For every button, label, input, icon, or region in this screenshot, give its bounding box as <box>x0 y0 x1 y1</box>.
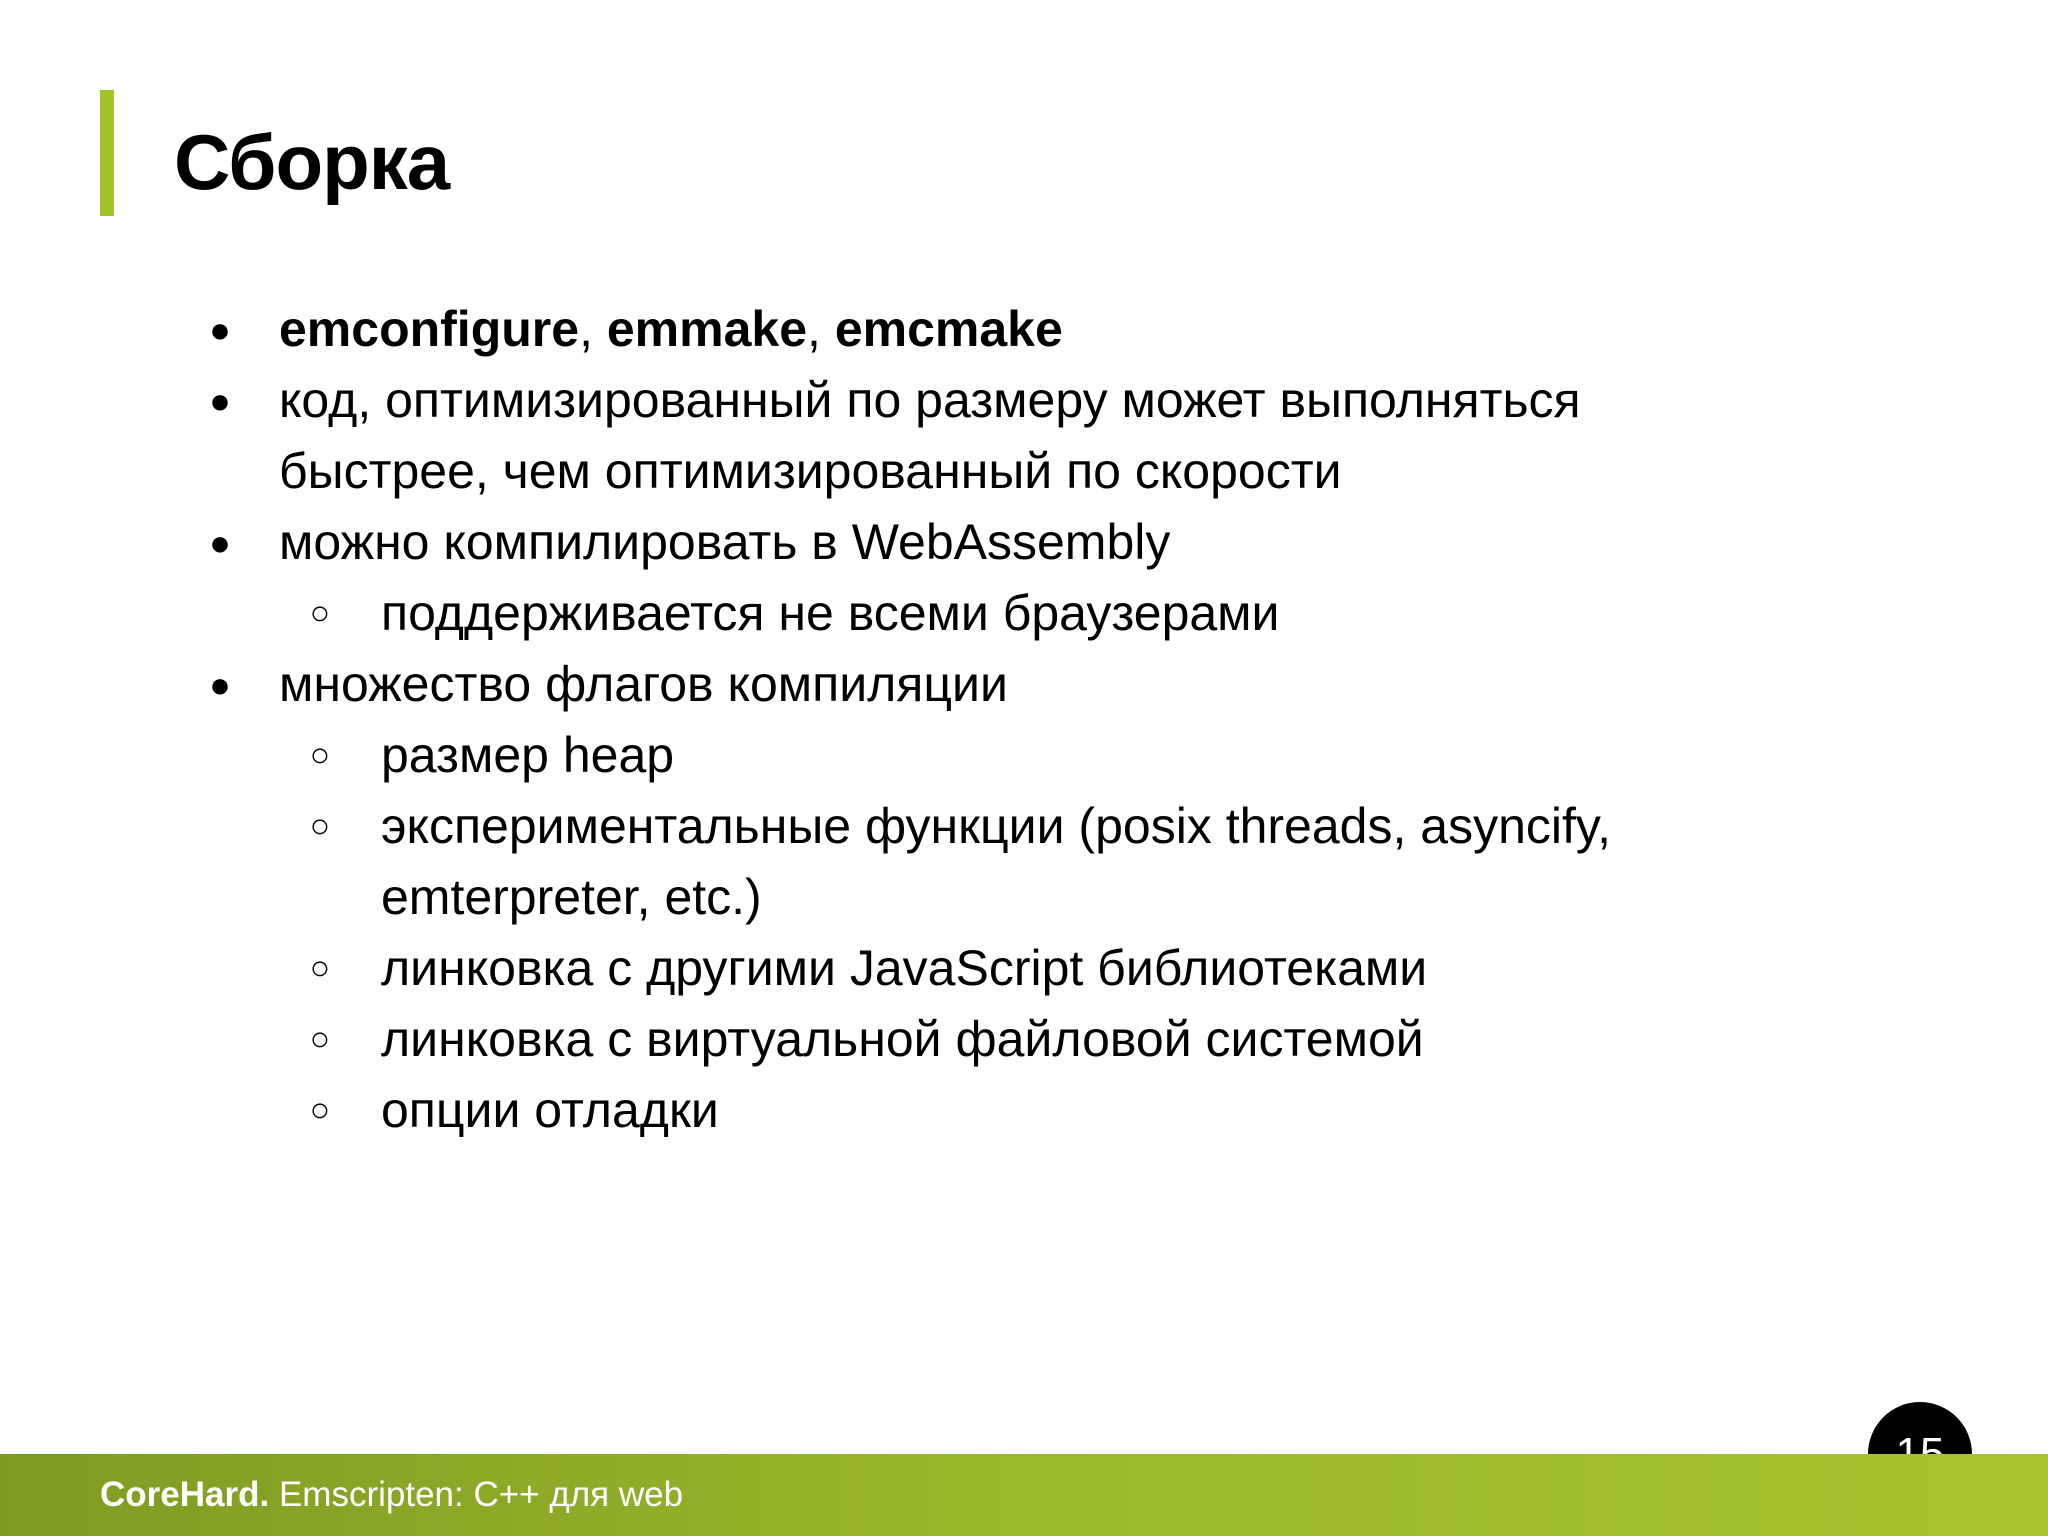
list-item-text: можно компилировать в WebAssembly <box>279 514 1171 570</box>
tool-emcmake: emcmake <box>834 301 1063 357</box>
circle-bullet-icon: ○ <box>309 736 331 774</box>
list-item-webassembly <box>0 507 2048 578</box>
title-accent-bar <box>100 90 114 216</box>
list-item-text: линковка с другими JavaScript библиотеками <box>381 940 1428 996</box>
tool-separator: , <box>579 301 607 357</box>
bullet-icon: ● <box>209 380 231 421</box>
tool-emmake: emmake <box>606 301 808 357</box>
footer-subtitle: Emscripten: C++ для web <box>269 1475 684 1514</box>
list-item-text: опции отладки <box>381 1082 719 1138</box>
slide-title: Сборка <box>174 118 450 206</box>
footer-brand: CoreHard. <box>100 1475 270 1514</box>
list-item-size-optimization <box>0 365 2048 507</box>
footer-caption <box>100 1472 683 1518</box>
sublist-item-experimental <box>0 791 2048 933</box>
sublist-item-vfs-linking <box>0 1004 2048 1075</box>
list-item-text: линковка с виртуальной файловой системой <box>381 1011 1424 1067</box>
footer-bar <box>0 1454 2048 1536</box>
circle-bullet-icon: ○ <box>309 949 331 987</box>
bullet-icon: ● <box>209 522 231 563</box>
list-item-text: экспериментальные функции (posix threads, asyncify, emterpreter, etc.) <box>381 798 1612 925</box>
sublist-item-debug-options <box>0 1075 2048 1146</box>
list-item-text: код, оптимизированный по размеру может выполняться быстрее, чем оптимизированный по скорости <box>279 372 1581 499</box>
sublist-item-js-linking <box>0 933 2048 1004</box>
bullet-list <box>0 294 2048 1146</box>
list-item-text: размер heap <box>381 727 675 783</box>
bullet-icon: ● <box>209 309 231 350</box>
circle-bullet-icon: ○ <box>309 1020 331 1058</box>
circle-bullet-icon: ○ <box>309 594 331 632</box>
list-item-text: множество флагов компиляции <box>279 656 1008 712</box>
list-item-text: поддерживается не всеми браузерами <box>381 585 1280 641</box>
sublist-item-heap-size <box>0 720 2048 791</box>
sublist-item-browser-support <box>0 578 2048 649</box>
circle-bullet-icon: ○ <box>309 807 331 845</box>
tool-emconfigure: emconfigure <box>279 301 580 357</box>
tool-separator: , <box>807 301 835 357</box>
bullet-icon: ● <box>209 664 231 705</box>
list-item-build-tools <box>0 294 2048 365</box>
list-item-compile-flags <box>0 649 2048 720</box>
circle-bullet-icon: ○ <box>309 1091 331 1129</box>
